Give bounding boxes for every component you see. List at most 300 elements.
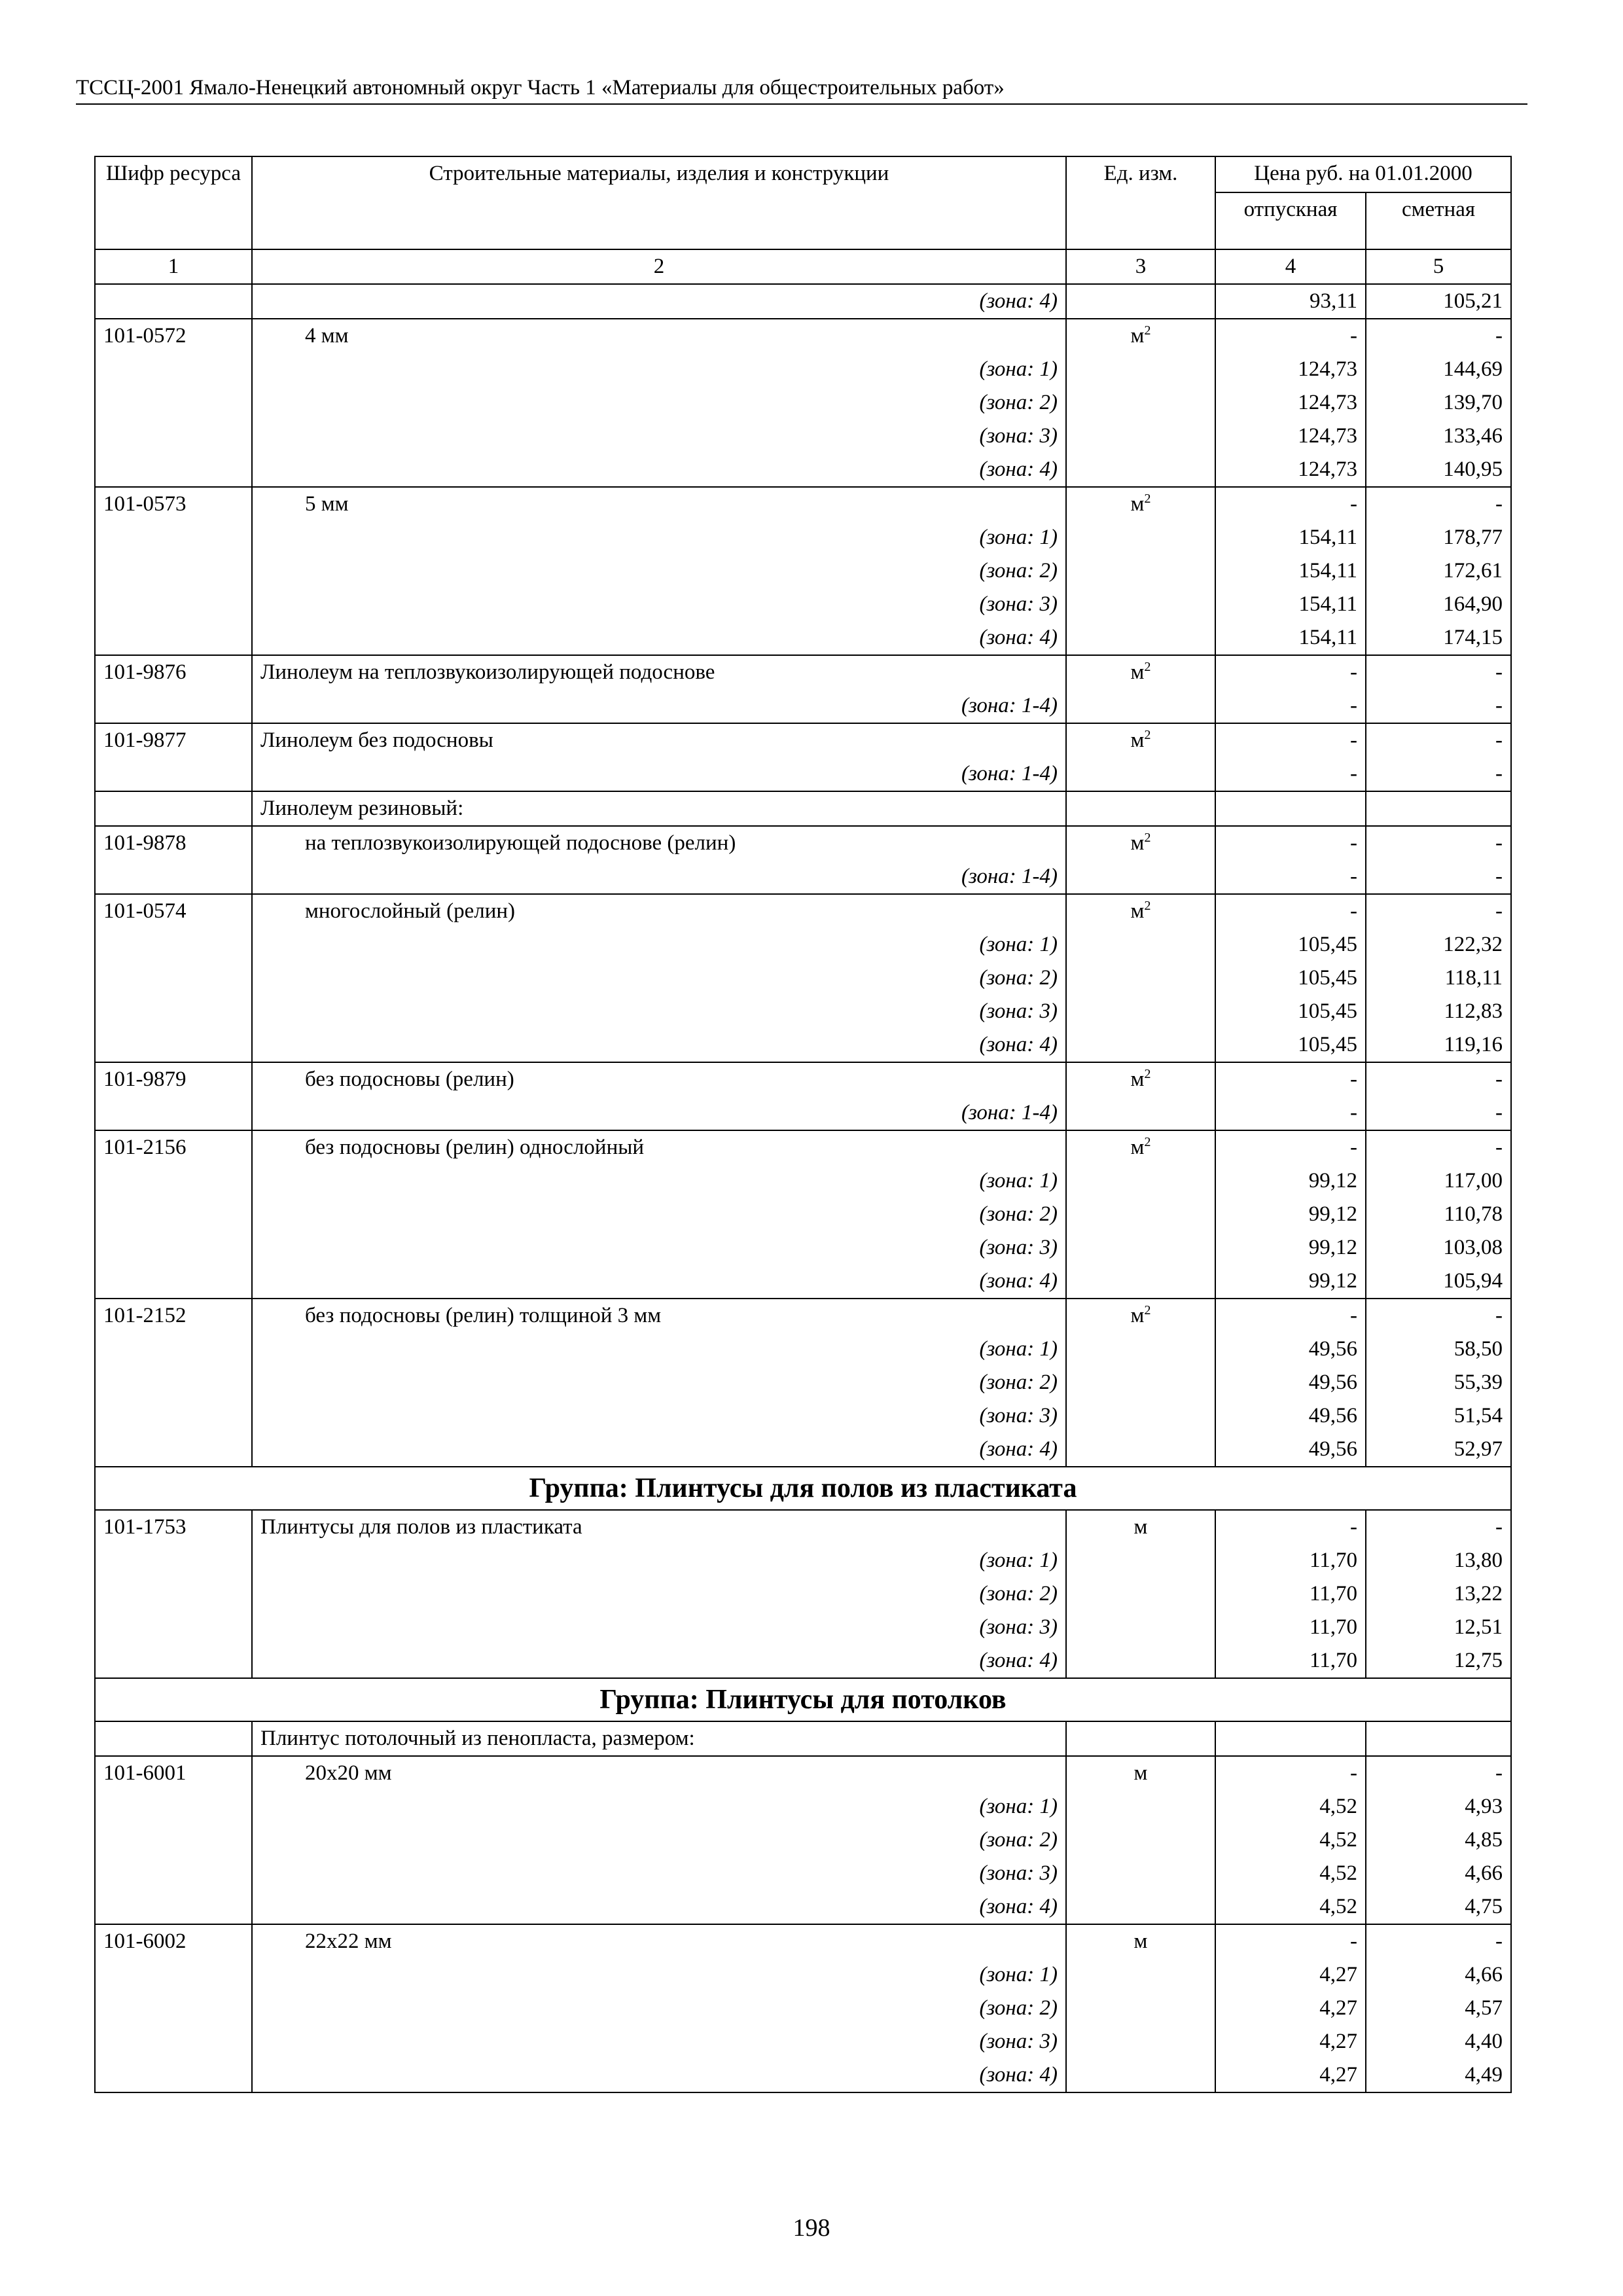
unit-cell [1066, 1611, 1215, 1644]
estimate-price: 110,78 [1366, 1198, 1511, 1231]
table-header-row [95, 156, 1511, 192]
document-header: ТССЦ-2001 Ямало-Ненецкий автономный округ Часть 1 «Материалы для общестроительных работ» [76, 75, 1527, 105]
column-number-row [95, 249, 1511, 284]
estimate-price: 133,46 [1366, 420, 1511, 453]
zone-row [95, 1096, 1511, 1130]
resource-code: 101-6002 [95, 1924, 252, 1958]
subheading-text: Линолеум резиновый: [252, 791, 1066, 826]
estimate-price: 105,21 [1366, 284, 1511, 319]
unit-of-measure [1066, 1756, 1215, 1790]
unit-cell [1066, 1399, 1215, 1433]
resource-code-cell [95, 1399, 252, 1433]
item-row [95, 826, 1511, 860]
unit-cell [1066, 1721, 1215, 1756]
material-name: Линолеум без подосновы [252, 723, 1066, 757]
release-price: 99,12 [1215, 1164, 1366, 1198]
column-number: 2 [252, 249, 1066, 284]
release-price: 154,11 [1215, 588, 1366, 621]
unit-of-measure [1066, 1062, 1215, 1096]
estimate-price: 4,66 [1366, 1857, 1511, 1890]
unit-label: м [1133, 1929, 1148, 1953]
unit-label: м [1130, 1067, 1145, 1091]
zone-label: (зона: 1-4) [252, 757, 1066, 791]
unit-cell [1066, 1890, 1215, 1924]
estimate-price: 4,93 [1366, 1790, 1511, 1823]
resource-code-cell [95, 1544, 252, 1577]
resource-code-cell [95, 1721, 252, 1756]
unit-cell [1066, 1790, 1215, 1823]
zone-row [95, 1857, 1511, 1890]
unit-cell [1066, 420, 1215, 453]
resource-code-cell [95, 1366, 252, 1399]
unit-cell [1066, 1164, 1215, 1198]
column-number: 3 [1066, 249, 1215, 284]
release-price: 11,70 [1215, 1611, 1366, 1644]
unit-cell [1066, 284, 1215, 319]
release-price: 105,45 [1215, 928, 1366, 961]
estimate-price: - [1366, 487, 1511, 521]
unit-cell [1066, 1644, 1215, 1678]
release-price: 4,52 [1215, 1823, 1366, 1857]
unit-of-measure [1066, 723, 1215, 757]
zone-row [95, 961, 1511, 995]
release-price: 124,73 [1215, 353, 1366, 386]
unit-cell [1066, 588, 1215, 621]
resource-code: 101-1753 [95, 1510, 252, 1544]
col-header-code: Шифр ресурса [95, 156, 252, 249]
release-price: 4,27 [1215, 2058, 1366, 2092]
resource-code-cell [95, 521, 252, 554]
estimate-price: 144,69 [1366, 353, 1511, 386]
item-row [95, 1130, 1511, 1164]
zone-row [95, 1399, 1511, 1433]
zone-label: (зона: 1) [252, 928, 1066, 961]
subheading-row [95, 791, 1511, 826]
release-price: 4,52 [1215, 1857, 1366, 1890]
resource-code-cell [95, 2058, 252, 2092]
release-price-cell [1215, 1721, 1366, 1756]
item-row [95, 1299, 1511, 1333]
resource-code-cell [95, 284, 252, 319]
zone-label: (зона: 1) [252, 1958, 1066, 1992]
material-name: 20х20 мм [252, 1756, 1066, 1790]
unit-label: м [1130, 1304, 1145, 1327]
release-price: 4,27 [1215, 2025, 1366, 2058]
zone-label: (зона: 4) [252, 284, 1066, 319]
item-row [95, 319, 1511, 353]
release-price: 105,45 [1215, 1028, 1366, 1062]
unit-cell [1066, 961, 1215, 995]
resource-code: 101-9876 [95, 655, 252, 689]
item-row [95, 1924, 1511, 1958]
resource-code-cell [95, 1611, 252, 1644]
unit-label: м [1130, 728, 1145, 752]
unit-cell [1066, 1958, 1215, 1992]
zone-label: (зона: 3) [252, 1399, 1066, 1433]
estimate-price: - [1366, 894, 1511, 928]
estimate-price: 13,80 [1366, 1544, 1511, 1577]
unit-cell [1066, 453, 1215, 487]
zone-row [95, 386, 1511, 420]
estimate-price: 117,00 [1366, 1164, 1511, 1198]
zone-label: (зона: 3) [252, 1857, 1066, 1890]
release-price: 49,56 [1215, 1366, 1366, 1399]
estimate-price: - [1366, 655, 1511, 689]
unit-cell [1066, 1096, 1215, 1130]
zone-row [95, 1231, 1511, 1265]
zone-row [95, 1992, 1511, 2025]
release-price: 49,56 [1215, 1433, 1366, 1467]
estimate-price: - [1366, 1756, 1511, 1790]
estimate-price: 12,75 [1366, 1644, 1511, 1678]
unit-cell [1066, 353, 1215, 386]
estimate-price: 58,50 [1366, 1333, 1511, 1366]
price-table [94, 156, 1512, 2093]
unit-cell [1066, 521, 1215, 554]
unit-cell [1066, 1231, 1215, 1265]
unit-cell [1066, 386, 1215, 420]
col-header-name: Строительные материалы, изделия и конструкции [252, 156, 1066, 249]
unit-cell [1066, 791, 1215, 826]
unit-exponent: 2 [1144, 1135, 1151, 1149]
release-price: - [1215, 1062, 1366, 1096]
zone-row [95, 1611, 1511, 1644]
resource-code-cell [95, 1096, 252, 1130]
release-price: - [1215, 894, 1366, 928]
zone-row [95, 453, 1511, 487]
zone-row [95, 1164, 1511, 1198]
resource-code-cell [95, 1164, 252, 1198]
resource-code-cell [95, 757, 252, 791]
zone-row [95, 1577, 1511, 1611]
estimate-price: 172,61 [1366, 554, 1511, 588]
resource-code-cell [95, 1644, 252, 1678]
unit-of-measure [1066, 655, 1215, 689]
resource-code: 101-0572 [95, 319, 252, 353]
resource-code-cell [95, 353, 252, 386]
estimate-price: 103,08 [1366, 1231, 1511, 1265]
unit-label: м [1130, 660, 1145, 684]
zone-label: (зона: 2) [252, 386, 1066, 420]
item-row [95, 1510, 1511, 1544]
unit-label: м [1130, 492, 1145, 516]
item-row [95, 655, 1511, 689]
release-price: - [1215, 860, 1366, 894]
estimate-price: 4,57 [1366, 1992, 1511, 2025]
resource-code-cell [95, 1577, 252, 1611]
release-price: - [1215, 1299, 1366, 1333]
zone-label: (зона: 1) [252, 521, 1066, 554]
estimate-price: 55,39 [1366, 1366, 1511, 1399]
zone-row [95, 420, 1511, 453]
zone-label: (зона: 2) [252, 554, 1066, 588]
unit-exponent: 2 [1144, 492, 1151, 506]
unit-label: м [1133, 1515, 1148, 1539]
col-header-estimate-price: сметная [1366, 192, 1511, 249]
release-price: 11,70 [1215, 1577, 1366, 1611]
resource-code-cell [95, 928, 252, 961]
zone-label: (зона: 3) [252, 1611, 1066, 1644]
release-price: 124,73 [1215, 453, 1366, 487]
resource-code-cell [95, 1790, 252, 1823]
release-price: - [1215, 319, 1366, 353]
resource-code: 101-6001 [95, 1756, 252, 1790]
zone-row [95, 995, 1511, 1028]
unit-cell [1066, 689, 1215, 723]
resource-code: 101-0574 [95, 894, 252, 928]
zone-row [95, 353, 1511, 386]
material-name: без подосновы (релин) толщиной 3 мм [252, 1299, 1066, 1333]
estimate-price: - [1366, 1062, 1511, 1096]
estimate-price: - [1366, 1299, 1511, 1333]
zone-label: (зона: 4) [252, 1028, 1066, 1062]
resource-code-cell [95, 1198, 252, 1231]
unit-of-measure [1066, 826, 1215, 860]
estimate-price: 105,94 [1366, 1265, 1511, 1299]
zone-row [95, 1644, 1511, 1678]
zone-label: (зона: 3) [252, 995, 1066, 1028]
estimate-price: 119,16 [1366, 1028, 1511, 1062]
zone-label: (зона: 2) [252, 1992, 1066, 2025]
zone-label: (зона: 1-4) [252, 860, 1066, 894]
release-price: 124,73 [1215, 386, 1366, 420]
column-number: 1 [95, 249, 252, 284]
resource-code-cell [95, 791, 252, 826]
release-price: 154,11 [1215, 554, 1366, 588]
release-price: - [1215, 826, 1366, 860]
resource-code-cell [95, 1231, 252, 1265]
release-price: 99,12 [1215, 1231, 1366, 1265]
zone-row [95, 1544, 1511, 1577]
resource-code-cell [95, 1890, 252, 1924]
zone-label: (зона: 2) [252, 961, 1066, 995]
release-price: - [1215, 1924, 1366, 1958]
release-price: 11,70 [1215, 1644, 1366, 1678]
zone-row [95, 1028, 1511, 1062]
zone-row [95, 1198, 1511, 1231]
estimate-price: - [1366, 757, 1511, 791]
estimate-price: - [1366, 826, 1511, 860]
resource-code-cell [95, 689, 252, 723]
estimate-price: 13,22 [1366, 1577, 1511, 1611]
estimate-price: 118,11 [1366, 961, 1511, 995]
unit-cell [1066, 1577, 1215, 1611]
zone-row [95, 1366, 1511, 1399]
release-price-cell [1215, 791, 1366, 826]
release-price: 105,45 [1215, 995, 1366, 1028]
release-price: 154,11 [1215, 621, 1366, 655]
estimate-price: 112,83 [1366, 995, 1511, 1028]
zone-row [95, 1333, 1511, 1366]
zone-label: (зона: 1) [252, 353, 1066, 386]
resource-code: 101-0573 [95, 487, 252, 521]
release-price: - [1215, 1096, 1366, 1130]
zone-row [95, 2025, 1511, 2058]
resource-code-cell [95, 1823, 252, 1857]
unit-of-measure [1066, 319, 1215, 353]
zone-label: (зона: 4) [252, 2058, 1066, 2092]
zone-row [95, 689, 1511, 723]
resource-code-cell [95, 588, 252, 621]
zone-label: (зона: 1) [252, 1544, 1066, 1577]
group-heading: Группа: Плинтусы для потолков [95, 1678, 1511, 1721]
zone-label: (зона: 1) [252, 1164, 1066, 1198]
resource-code-cell [95, 2025, 252, 2058]
estimate-price: 4,40 [1366, 2025, 1511, 2058]
unit-label: м [1133, 1761, 1148, 1785]
unit-cell [1066, 757, 1215, 791]
material-name: без подосновы (релин) [252, 1062, 1066, 1096]
estimate-price: - [1366, 1130, 1511, 1164]
release-price: 11,70 [1215, 1544, 1366, 1577]
zone-row [95, 928, 1511, 961]
unit-cell [1066, 1544, 1215, 1577]
unit-exponent: 2 [1144, 1067, 1151, 1081]
zone-row [95, 554, 1511, 588]
unit-of-measure [1066, 1130, 1215, 1164]
resource-code-cell [95, 554, 252, 588]
resource-code-cell [95, 420, 252, 453]
resource-code-cell [95, 1333, 252, 1366]
unit-cell [1066, 621, 1215, 655]
estimate-price: 4,49 [1366, 2058, 1511, 2092]
resource-code-cell [95, 995, 252, 1028]
estimate-price: 140,95 [1366, 453, 1511, 487]
release-price: 49,56 [1215, 1333, 1366, 1366]
unit-exponent: 2 [1144, 728, 1151, 742]
estimate-price: 4,66 [1366, 1958, 1511, 1992]
resource-code-cell [95, 1857, 252, 1890]
release-price: 93,11 [1215, 284, 1366, 319]
estimate-price: - [1366, 689, 1511, 723]
zone-label: (зона: 1-4) [252, 689, 1066, 723]
release-price: 4,27 [1215, 1958, 1366, 1992]
estimate-price: 4,75 [1366, 1890, 1511, 1924]
estimate-price: - [1366, 723, 1511, 757]
material-name: многослойный (релин) [252, 894, 1066, 928]
resource-code-cell [95, 1958, 252, 1992]
release-price: - [1215, 1510, 1366, 1544]
zone-label: (зона: 4) [252, 453, 1066, 487]
estimate-price: 174,15 [1366, 621, 1511, 655]
resource-code-cell [95, 961, 252, 995]
estimate-price: - [1366, 1924, 1511, 1958]
unit-cell [1066, 995, 1215, 1028]
column-number: 4 [1215, 249, 1366, 284]
unit-cell [1066, 1366, 1215, 1399]
release-price: - [1215, 1130, 1366, 1164]
unit-cell [1066, 1857, 1215, 1890]
zone-label: (зона: 4) [252, 1644, 1066, 1678]
release-price: 154,11 [1215, 521, 1366, 554]
resource-code: 101-2156 [95, 1130, 252, 1164]
unit-cell [1066, 1028, 1215, 1062]
resource-code-cell [95, 453, 252, 487]
unit-of-measure [1066, 1299, 1215, 1333]
resource-code: 101-2152 [95, 1299, 252, 1333]
estimate-price-cell [1366, 1721, 1511, 1756]
estimate-price: - [1366, 860, 1511, 894]
material-name: 22х22 мм [252, 1924, 1066, 1958]
unit-cell [1066, 2058, 1215, 2092]
zone-label: (зона: 4) [252, 1265, 1066, 1299]
zone-label: (зона: 3) [252, 588, 1066, 621]
release-price: - [1215, 689, 1366, 723]
release-price: - [1215, 1756, 1366, 1790]
unit-label: м [1130, 831, 1145, 855]
item-row [95, 723, 1511, 757]
unit-cell [1066, 860, 1215, 894]
release-price: 124,73 [1215, 420, 1366, 453]
material-name: 4 мм [252, 319, 1066, 353]
release-price: - [1215, 655, 1366, 689]
zone-row [95, 1265, 1511, 1299]
page-number: 198 [793, 2214, 830, 2242]
unit-exponent: 2 [1144, 323, 1151, 338]
zone-label: (зона: 1) [252, 1790, 1066, 1823]
release-price: 49,56 [1215, 1399, 1366, 1433]
zone-row [95, 2058, 1511, 2092]
estimate-price-cell [1366, 791, 1511, 826]
estimate-price: 51,54 [1366, 1399, 1511, 1433]
unit-of-measure [1066, 1924, 1215, 1958]
unit-label: м [1130, 324, 1145, 348]
material-name: Линолеум на теплозвукоизолирующей подоснове [252, 655, 1066, 689]
resource-code-cell [95, 1265, 252, 1299]
column-number: 5 [1366, 249, 1511, 284]
unit-of-measure [1066, 1510, 1215, 1544]
resource-code-cell [95, 1992, 252, 2025]
resource-code-cell [95, 621, 252, 655]
zone-row [95, 1790, 1511, 1823]
zone-row [95, 860, 1511, 894]
estimate-price: - [1366, 1510, 1511, 1544]
material-name: на теплозвукоизолирующей подоснове (релин) [252, 826, 1066, 860]
unit-exponent: 2 [1144, 899, 1151, 913]
resource-code-cell [95, 1433, 252, 1467]
zone-label: (зона: 2) [252, 1198, 1066, 1231]
unit-of-measure [1066, 894, 1215, 928]
zone-label: (зона: 3) [252, 1231, 1066, 1265]
zone-row [95, 284, 1511, 319]
col-header-price: Цена руб. на 01.01.2000 [1215, 156, 1511, 192]
zone-row [95, 521, 1511, 554]
unit-cell [1066, 928, 1215, 961]
zone-label: (зона: 1-4) [252, 1096, 1066, 1130]
item-row [95, 487, 1511, 521]
unit-exponent: 2 [1144, 660, 1151, 674]
estimate-price: 164,90 [1366, 588, 1511, 621]
material-name: 5 мм [252, 487, 1066, 521]
zone-label: (зона: 2) [252, 1823, 1066, 1857]
unit-exponent: 2 [1144, 1303, 1151, 1318]
unit-cell [1066, 1433, 1215, 1467]
zone-row [95, 757, 1511, 791]
zone-row [95, 1890, 1511, 1924]
resource-code: 101-9877 [95, 723, 252, 757]
release-price: - [1215, 487, 1366, 521]
subheading-text: Плинтус потолочный из пенопласта, размером: [252, 1721, 1066, 1756]
resource-code-cell [95, 860, 252, 894]
zone-row [95, 1958, 1511, 1992]
estimate-price: 52,97 [1366, 1433, 1511, 1467]
zone-row [95, 1823, 1511, 1857]
zone-label: (зона: 3) [252, 2025, 1066, 2058]
zone-label: (зона: 3) [252, 420, 1066, 453]
release-price: - [1215, 757, 1366, 791]
subheading-row [95, 1721, 1511, 1756]
unit-cell [1066, 554, 1215, 588]
